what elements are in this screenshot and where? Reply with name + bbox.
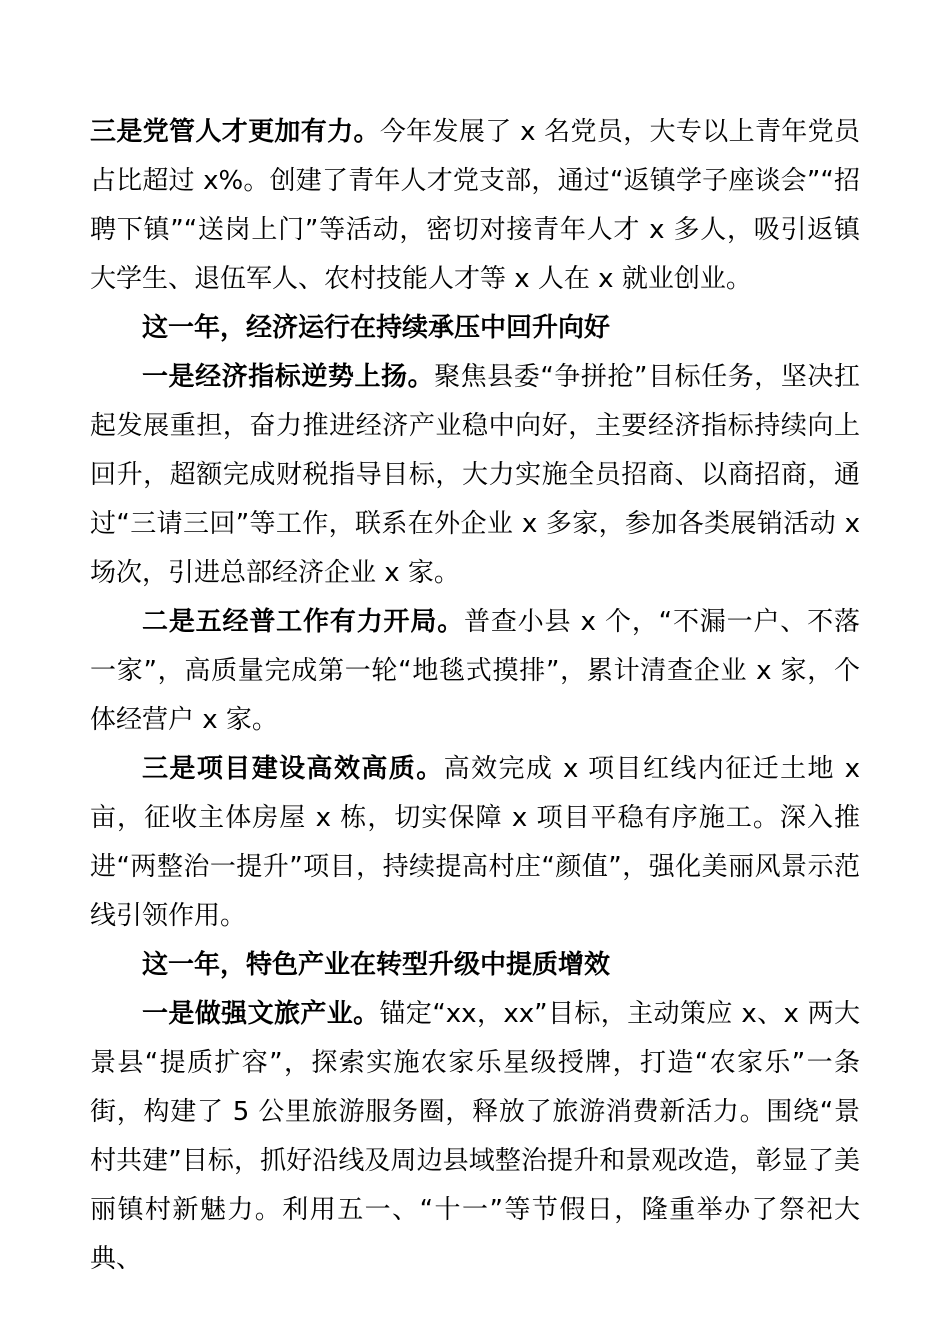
paragraph-lead: 三是党管人才更加有力。: [90, 117, 380, 147]
document-body: [90, 108, 860, 1284]
paragraph-text: 普查小县 x 个，“不漏一户、不落一家”，高质量完成第一轮“地毯式摸排”，累计清查企业 x 家，个体经营户 x 家。: [90, 607, 860, 735]
paragraph-lead: 三是项目建设高效高质。: [142, 754, 444, 784]
paragraph-text: 聚焦县委“争拼抢”目标任务，坚决扛起发展重担，奋力推进经济产业稳中向好，主要经济指标持续向上回升，超额完成财税指导目标，大力实施全员招商、以商招商，通过“三请三回”等工作，联系在外企业 x 多家，参加各类展销活动 x 场次，引进总部经济企业 x 家。: [90, 362, 860, 588]
paragraph-text: 高效完成 x 项目红线内征迁土地 x 亩，征收主体房屋 x 栋，切实保障 x 项目平稳有序施工。深入推进“两整治一提升”项目，持续提高村庄“颜值”，强化美丽风景示范线引领作用。: [90, 754, 860, 931]
paragraph-economic-census: [90, 598, 860, 745]
section-heading-industry: 这一年，特色产业在转型升级中提质增效: [142, 950, 611, 980]
paragraph-lead: 二是五经普工作有力开局。: [142, 607, 465, 637]
section-heading-economy: 这一年，经济运行在持续承压中回升向好: [142, 313, 611, 343]
paragraph-text: 锚定“xx，xx”目标，主动策应 x、x 两大景县“提质扩容”，探索实施农家乐星级授牌，打造“农家乐”一条街，构建了 5 公里旅游服务圈，释放了旅游消费新活力。围绕“景村共建”目标，抓好沿线及周边县域整治提升和景观改造，彰显了美丽镇村新魅力。利用五一、“十一”等节假日，隆重举办了祭祀大典、: [90, 999, 860, 1274]
paragraph-talent: [90, 108, 860, 304]
paragraph-text: 今年发展了 x 名党员，大专以上青年党员占比超过 x%。创建了青年人才党支部，通过“返镇学子座谈会”“招聘下镇”“送岗上门”等活动，密切对接青年人才 x 多人，吸引返镇大学生、退伍军人、农村技能人才等 x 人在 x 就业创业。: [90, 117, 860, 294]
paragraph-project-construction: [90, 745, 860, 941]
paragraph-lead: 一是做强文旅产业。: [142, 999, 380, 1029]
paragraph-lead: 一是经济指标逆势上扬。: [142, 362, 435, 392]
paragraph-economic-indicators: [90, 353, 860, 598]
paragraph-cultural-tourism: [90, 990, 860, 1284]
